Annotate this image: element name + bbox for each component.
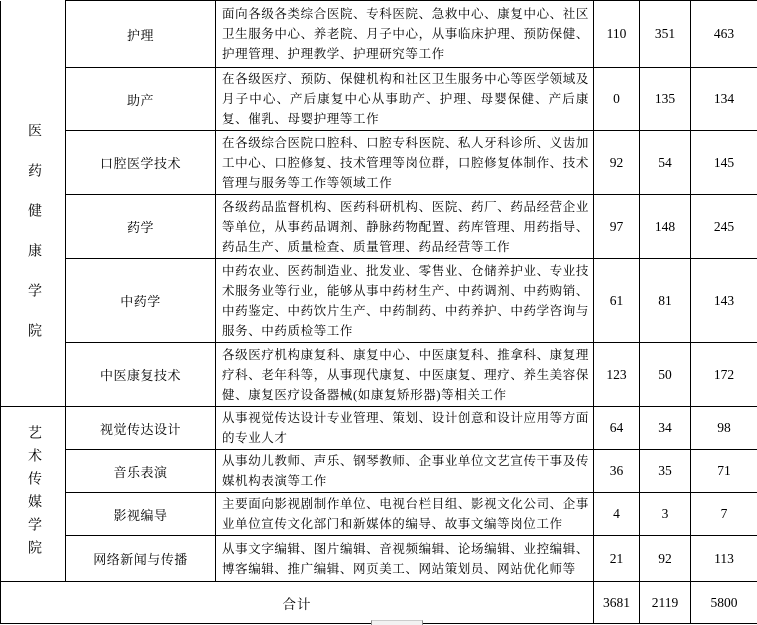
count-cell: 3 (640, 493, 691, 536)
table-row (1, 195, 757, 259)
table-row (1, 1, 757, 68)
description-cell: 在各级医疗、预防、保健机构和社区卫生服务中心等医学领域及月子中心、产后康复中心从事助产、护理、母婴保健、产后康复、催乳、母婴护理等工作 (216, 68, 594, 131)
description-cell: 从事幼儿教师、声乐、钢琴教师、企事业单位文艺宣传干事及传媒机构表演等工作 (216, 450, 594, 493)
count-cell: 81 (640, 259, 691, 343)
count-cell: 21 (594, 536, 640, 582)
description-cell: 从事文字编辑、图片编辑、音视频编辑、论场编辑、业控编辑、博客编辑、推广编辑、网页美工、网站策划员、网站优化师等 (216, 536, 594, 582)
count-cell: 35 (640, 450, 691, 493)
description-cell: 面向各级各类综合医院、专科医院、急救中心、康复中心、社区卫生服务中心、养老院、月子中心，从事临床护理、预防保健、护理管理、护理教学、护理研究等工作 (216, 1, 594, 68)
count-cell: 71 (691, 450, 757, 493)
description-cell: 从事视觉传达设计专业管理、策划、设计创意和设计应用等方面的专业人才 (216, 407, 594, 450)
major-cell: 护理 (66, 1, 216, 68)
table-row (1, 407, 757, 450)
description-cell: 各级药品监督机构、医药科研机构、医院、药厂、药品经营企业等单位，从事药品调剂、静脉药物配置、药库管理、用药指导、药品生产、质量检查、质量管理、药品经营等工作 (216, 195, 594, 259)
college-cell-art-media (1, 407, 66, 582)
table-row (1, 536, 757, 582)
count-cell: 36 (594, 450, 640, 493)
count-cell: 97 (594, 195, 640, 259)
total-count-cell: 3681 (594, 582, 640, 624)
count-cell: 50 (640, 343, 691, 407)
major-cell: 中药学 (66, 259, 216, 343)
college-cell-medical-health (1, 1, 66, 407)
count-cell: 245 (691, 195, 757, 259)
table-row (1, 68, 757, 131)
count-cell: 172 (691, 343, 757, 407)
major-cell: 助产 (66, 68, 216, 131)
count-cell: 92 (594, 131, 640, 195)
count-cell: 0 (594, 68, 640, 131)
count-cell: 92 (640, 536, 691, 582)
count-cell: 110 (594, 1, 640, 68)
table-row (1, 131, 757, 195)
college-name: 医药健康学院 (23, 123, 43, 363)
description-cell: 中药农业、医药制造业、批发业、零售业、仓储养护业、专业技术服务业等行业，能够从事中药材生产、中药调剂、中药购销、中药鉴定、中药饮片生产、中药制药、中药养护、中药学咨询与服务、中药质检等工作 (216, 259, 594, 343)
major-cell: 网络新闻与传播 (66, 536, 216, 582)
total-label-cell: 合计 (1, 582, 594, 624)
count-cell: 463 (691, 1, 757, 68)
count-cell: 123 (594, 343, 640, 407)
major-cell: 口腔医学技术 (66, 131, 216, 195)
major-cell: 中医康复技术 (66, 343, 216, 407)
count-cell: 135 (640, 68, 691, 131)
count-cell: 148 (640, 195, 691, 259)
count-cell: 34 (640, 407, 691, 450)
count-cell: 113 (691, 536, 757, 582)
major-cell: 音乐表演 (66, 450, 216, 493)
count-cell: 64 (594, 407, 640, 450)
description-cell: 在各级综合医院口腔科、口腔专科医院、私人牙科诊所、义齿加工中心、口腔修复、技术管理等岗位群，口腔修复体制作、技术管理与服务等工作等领域工作 (216, 131, 594, 195)
total-row (1, 582, 757, 624)
table-row (1, 343, 757, 407)
total-count-cell: 2119 (640, 582, 691, 624)
count-cell: 145 (691, 131, 757, 195)
count-cell: 134 (691, 68, 757, 131)
count-cell: 54 (640, 131, 691, 195)
table-row (1, 450, 757, 493)
major-cell: 视觉传达设计 (66, 407, 216, 450)
count-cell: 4 (594, 493, 640, 536)
count-cell: 61 (594, 259, 640, 343)
count-cell: 7 (691, 493, 757, 536)
major-cell: 药学 (66, 195, 216, 259)
count-cell: 351 (640, 1, 691, 68)
major-cell: 影视编导 (66, 493, 216, 536)
total-count-cell: 5800 (691, 582, 757, 624)
table-row (1, 493, 757, 536)
description-cell: 各级医疗机构康复科、康复中心、中医康复科、推拿科、康复理疗科、老年科等，从事现代康复、中医康复、理疗、养生美容保健、康复医疗设备器械(如康复矫形器)等相关工作 (216, 343, 594, 407)
table-row (1, 259, 757, 343)
description-cell: 主要面向影视剧制作单位、电视台栏目组、影视文化公司、企事业单位宣传文化部门和新媒体的编导、故事文编等岗位工作 (216, 493, 594, 536)
count-cell: 98 (691, 407, 757, 450)
college-name: 艺术传媒学院 (23, 425, 43, 563)
count-cell: 143 (691, 259, 757, 343)
